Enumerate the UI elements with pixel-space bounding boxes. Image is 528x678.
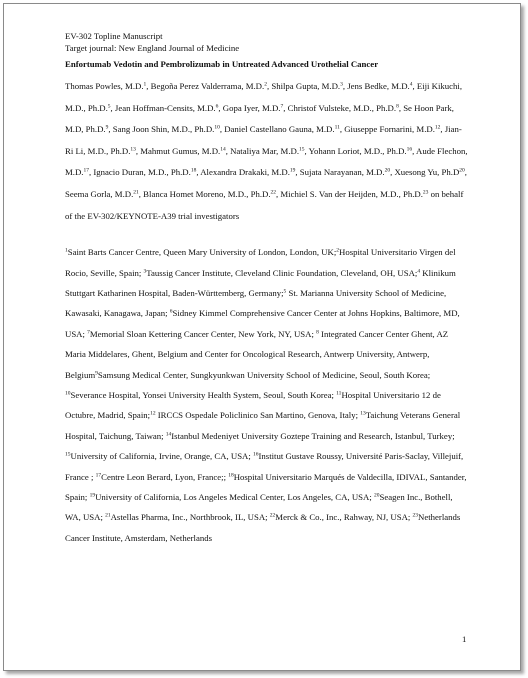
author-affiliation-number: 23 (422, 189, 429, 196)
author-name: Christof Vulsteke, M.D., Ph.D. (287, 102, 397, 113)
authors-suffix: on behalf of the EV-302/KEYNOTE-A39 trial investigators (65, 188, 464, 221)
author-affiliation-number: 20 (459, 167, 465, 174)
author-name: Seema Gorla, M.D. (65, 188, 134, 199)
author-name: Jean Hoffman-Censits, M.D. (114, 102, 216, 113)
affiliation-text: Severance Hospital, Yonsei University Health System, Seoul, South Korea; (70, 390, 337, 400)
affiliation-text: Integrated Cancer Center Ghent, AZ Maria Middelares, Ghent, Belgium and Center for Oncological Research, Antwerp University, Antwerp, Belgium (65, 328, 449, 380)
affiliation-number: 4 (417, 268, 421, 275)
author-affiliation-number: 15 (299, 146, 305, 153)
author-affiliation-number: 10 (214, 124, 220, 131)
affiliation-text: Istanbul Medeniyet University Goztepe Training and Research, Istanbul, Turkey; (171, 430, 455, 441)
affiliation-number: 13 (360, 410, 366, 417)
affiliation-text: Merck & Co., Inc., Rahway, NJ, USA; (275, 512, 413, 523)
author-affiliation-number: 21 (133, 189, 139, 196)
author-name: Aude Flechon, M.D. (65, 145, 468, 178)
author-affiliation-number: 18 (190, 167, 197, 174)
author-affiliation-number: 3 (340, 81, 343, 88)
author-affiliation-number: 2 (264, 81, 267, 88)
author-name: Daniel Castellano Gauna, M.D. (224, 124, 335, 135)
author-name: Sujata Narayanan, M.D. (299, 167, 385, 178)
author-affiliation-number: 19 (289, 167, 296, 174)
affiliation-number: 15 (65, 451, 71, 458)
affiliation-text: IRCCS Ospedale Policlinico San Martino, Genova, Italy; (155, 410, 361, 421)
author-name: Alexandra Drakaki, M.D. (200, 167, 290, 178)
author-affiliation-number: 7 (280, 103, 284, 110)
author-name: Se Hoon Park, M.D, Ph.D. (65, 102, 454, 135)
affiliation-number: 2 (336, 247, 340, 254)
author-name: Michiel S. Van der Heijden, M.D., Ph.D. (280, 188, 423, 199)
author-affiliation-number: 8 (396, 103, 399, 110)
author-name: Jian-Ri Li, M.D., Ph.D. (65, 124, 462, 156)
affiliation-number: 18 (228, 472, 234, 479)
author-name: Xuesong Yu, Ph.D (394, 167, 460, 178)
affiliation-number: 17 (95, 472, 102, 479)
affiliation-number: 14 (165, 431, 172, 438)
author-affiliation-number: 20 (384, 167, 391, 174)
author-affiliation-number: 14 (220, 146, 226, 153)
author-list: Thomas Powles, M.D.$^1$, Begoña Perez Valderrama, M.D.$^2$, Shilpa Gupta, M.D.$^3$, Jens Bedke, M.D.$^4$, Eiji Kikuchi, M.D., Ph.D.$^5$, Jean Hoffman-Censits, M.D.$^6$, Gopa Iyer, M.D.$^7$, Christof Vulsteke, M.D., Ph.D.$^8$, Se Hoon Park, M.D, Ph.D.$^9$, Sang Joon Shin, M.D., Ph.D.$^{10}$, Daniel Castellano Gauna, M.D.$^{11}$, Giuseppe Fornarini, M.D.$^{12}$, Jian-Ri Li, M.D., Ph.D.$^{13}$, Mahmut Gumus, M.D.$^{14}$, Nataliya Mar, M.D.$^{15}$, Yohann Loriot, M.D., Ph.D.$^{16}$, Aude Flechon, M.D.$^{17}$, Ignacio Duran, M.D., Ph.D.$^{18}$, Alexandra Drakaki, M.D.$^{19}$, Sujata Narayanan, M.D.$^{20}$, Xuesong Yu, $Ph.D^{20}$, Seema Gorla, M.D.$^{21}$, Blanca Homet Moreno, M.D., Ph.D.$^{22}$, Michiel S. Van der Heijden, M.D., Ph.D.$^{23}$ on behalf of the EV-302/KEYNOTE-A39 trial investigators (65, 81, 468, 221)
affiliation-number: 12 (150, 410, 156, 417)
paper-title: Enfortumab Vedotin and Pembrolizumab in Untreated Advanced Urothelial Cancer (65, 59, 379, 69)
author-name: Blanca Homet Moreno, M.D., Ph.D. (143, 188, 271, 199)
affiliation-text: Centre Leon Berard, Lyon, France;; (101, 471, 229, 482)
affiliation-number: 3 (143, 268, 147, 275)
author-name: Giuseppe Fornarini, M.D. (344, 124, 435, 135)
page-number: 1 (462, 634, 467, 644)
author-name: Ignacio Duran, M.D., Ph.D. (93, 167, 191, 178)
author-affiliation-number: 13 (130, 146, 136, 153)
affiliation-text: Samsung Medical Center, Sungkyunkwan University School of Medicine, Seoul, South Korea; (97, 369, 431, 380)
author-affiliation-number: 5 (107, 103, 111, 110)
affiliation-text: St. Marianna University School of Medicine, Kawasaki, Kanagawa, Japan; (65, 287, 447, 319)
author-name: Mahmut Gumus, M.D. (140, 145, 221, 156)
affiliation-number: 11 (336, 390, 342, 397)
author-name: Yohann Loriot, M.D., Ph.D. (308, 145, 407, 156)
affiliation-number: 8 (316, 329, 319, 336)
affiliation-number: 20 (373, 492, 380, 499)
affiliation-number: 9 (95, 370, 98, 377)
author-name: Gopa Iyer, M.D. (222, 102, 281, 113)
author-affiliation-number: 16 (406, 146, 413, 153)
affiliation-text: Taussig Cancer Institute, Cleveland Clinic Foundation, Cleveland, OH, USA; (146, 267, 418, 278)
author-affiliation-number: 1 (143, 81, 147, 88)
affiliation-text: Hospital Universitario Virgen del Rocio, Seville, Spain; (65, 247, 456, 278)
target-journal: Target journal: New England Journal of Medicine (65, 43, 240, 53)
author-name: Begoña Perez Valderrama, M.D. (150, 81, 265, 91)
affiliation-text: Astellas Pharma, Inc., Northbrook, IL, USA; (110, 512, 270, 523)
affiliation-text: Saint Barts Cancer Centre, Queen Mary University of London, London, UK; (67, 247, 337, 258)
affiliation-number: 6 (169, 308, 173, 315)
affiliation-text: Sidney Kimmel Comprehensive Cancer Center at Johns Hopkins, Baltimore, MD, USA; (65, 308, 460, 339)
document-page (3, 3, 521, 671)
affiliation-number: 7 (87, 329, 90, 336)
author-affiliation-number: 11 (334, 124, 340, 131)
author-name: Jens Bedke, M.D. (347, 81, 410, 91)
affiliation-list (65, 242, 470, 548)
affiliation-number: 10 (65, 390, 71, 397)
affiliation-text: Memorial Sloan Kettering Cancer Center, New York, NY, USA; (89, 328, 317, 339)
page-content (65, 30, 470, 548)
affiliation-text: Seagen Inc., Bothell, WA, USA; (65, 492, 453, 523)
author-affiliation-number: 22 (270, 189, 277, 196)
affiliation-text: University of California, Irvine, Orange, CA, USA; (70, 451, 253, 462)
affiliation-number: 23 (412, 512, 419, 519)
affiliation-number: 22 (269, 512, 276, 519)
affiliation-text: Hospital Universitario 12 de Octubre, Madrid, Spain; (65, 390, 441, 421)
affiliation-text: Taichung Veterans General Hospital, Taichung, Taiwan; (65, 410, 461, 441)
author-affiliation-number: 9 (105, 124, 109, 131)
author-affiliation-number: 4 (409, 81, 413, 88)
author-name: Eiji Kikuchi, M.D., Ph.D. (65, 81, 463, 113)
affiliation-text: Netherlands Cancer Institute, Amsterdam, Netherlands (65, 512, 461, 543)
affiliation-number: 5 (283, 288, 287, 295)
affiliation-text: Klinikum Stuttgart Katharinen Hospital, Baden-Württemberg, Germany; (65, 267, 456, 298)
affiliation-text: Hospital Universitario Marqués de Valdecilla, IDIVAL, Santander, Spain; (65, 471, 467, 503)
manuscript-label: EV-302 Topline Manuscript (65, 31, 163, 41)
author-affiliation-number: 17 (83, 167, 89, 174)
affiliation-number: 21 (105, 512, 111, 519)
affiliation-text: Institut Gustave Roussy, Université Paris-Saclay, Villejuif, France ; (65, 451, 464, 482)
affiliation-number: 19 (89, 492, 96, 499)
affiliation-text: University of California, Los Angeles Medical Center, Los Angeles, CA, USA; (95, 492, 374, 503)
author-affiliation-number: 12 (434, 124, 441, 131)
author-name: Thomas Powles, M.D. (65, 81, 144, 91)
author-name: Shilpa Gupta, M.D. (271, 81, 341, 91)
affiliation-number: 1 (65, 247, 68, 254)
author-name: Sang Joon Shin, M.D., Ph.D. (112, 124, 215, 135)
affiliation-number: 16 (253, 451, 259, 458)
author-name: Nataliya Mar, M.D. (230, 145, 300, 156)
author-affiliation-number: 6 (215, 103, 219, 110)
